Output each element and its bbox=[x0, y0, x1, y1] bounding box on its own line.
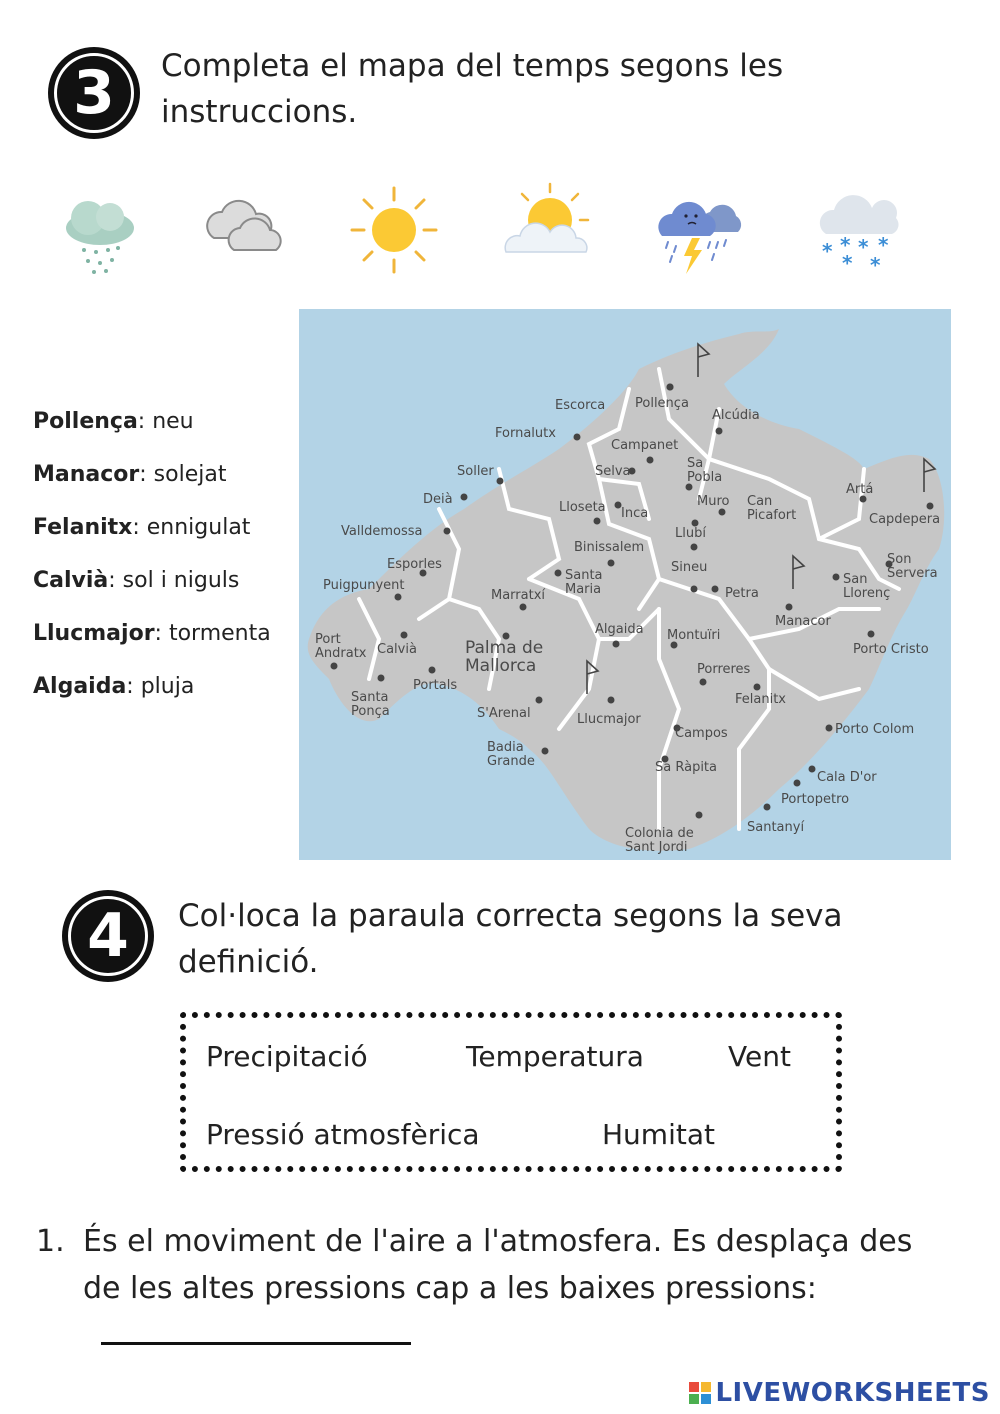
legend-weather: : tormenta bbox=[154, 621, 271, 646]
legend-item-calvia bbox=[33, 568, 239, 593]
town-label-montuiri: Montuïri bbox=[667, 628, 721, 643]
section-3-instruction: Completa el mapa del temps segons les instruccions. bbox=[161, 48, 784, 130]
legend-weather: : solejat bbox=[139, 462, 227, 487]
town-label-san-llorenc: San Llorenç bbox=[843, 572, 891, 601]
town-dot-porto-colom bbox=[826, 725, 833, 732]
town-dot-port-andratx bbox=[331, 663, 338, 670]
legend-place: Pollença bbox=[33, 409, 138, 434]
word-temperatura[interactable]: Temperatura bbox=[466, 1040, 644, 1073]
town-dot-santa-ponca bbox=[378, 675, 385, 682]
town-dot-alcudia bbox=[716, 428, 723, 435]
legend-place: Felanitx bbox=[33, 515, 133, 540]
town-label-porto-colom: Porto Colom bbox=[835, 722, 915, 737]
legend-place: Manacor bbox=[33, 462, 140, 487]
liveworksheets-brand bbox=[689, 1378, 990, 1408]
town-label-deia: Deià bbox=[423, 492, 453, 507]
town-label-sineu: Sineu bbox=[671, 560, 708, 575]
town-label-cala-dor: Cala D'or bbox=[817, 770, 877, 785]
town-label-santa-maria: Santa Maria bbox=[565, 568, 603, 597]
town-label-binissalem: Binissalem bbox=[574, 540, 645, 555]
town-label-sa-pobla: Sa Pobla bbox=[687, 456, 723, 485]
town-label-portopetro: Portopetro bbox=[781, 792, 850, 807]
town-label-felanitx: Felanitx bbox=[735, 692, 786, 707]
town-dot-porto-cristo bbox=[868, 631, 875, 638]
legend-item-felanitx bbox=[33, 515, 250, 540]
town-dot-valldemossa bbox=[444, 528, 451, 535]
town-label-soller: Soller bbox=[457, 464, 494, 479]
town-dot-sarenal bbox=[536, 697, 543, 704]
svg-text:*: * bbox=[878, 233, 889, 257]
town-dot-llubi bbox=[691, 544, 698, 551]
town-dot-santanyi bbox=[764, 804, 771, 811]
word-humitat[interactable]: Humitat bbox=[602, 1118, 715, 1151]
town-dot-binissalem bbox=[608, 560, 615, 567]
town-label-calvia: Calvià bbox=[377, 642, 417, 657]
town-label-port-andratx: Port Andratx bbox=[315, 632, 367, 661]
town-label-muro: Muro bbox=[697, 494, 730, 509]
word-bank bbox=[180, 1012, 842, 1172]
town-label-capdepera: Capdepera bbox=[869, 512, 941, 527]
town-label-alcudia: Alcúdia bbox=[712, 408, 760, 423]
town-label-fornalutx: Fornalutx bbox=[495, 426, 556, 441]
town-label-campos: Campos bbox=[675, 726, 728, 741]
legend-item-manacor bbox=[33, 462, 226, 487]
town-label-petra: Petra bbox=[725, 586, 759, 601]
town-dot-capdepera bbox=[927, 503, 934, 510]
town-dot-colonia bbox=[696, 812, 703, 819]
town-label-sa-rapita: Sa Ràpita bbox=[655, 760, 717, 775]
legend-place: Algaida bbox=[33, 674, 127, 699]
town-label-algaida: Algaida bbox=[595, 622, 644, 637]
town-dot-felanitx bbox=[754, 684, 761, 691]
town-label-llucmajor: Llucmajor bbox=[577, 712, 641, 727]
town-dot-petra bbox=[712, 586, 719, 593]
town-dot-san-llorenc bbox=[833, 574, 840, 581]
thunderstorm-icon[interactable] bbox=[652, 184, 748, 280]
legend-weather: : sol i niguls bbox=[108, 568, 240, 593]
legend-item-pollenca bbox=[33, 409, 194, 434]
town-label-esporles: Esporles bbox=[387, 557, 442, 572]
word-pressio-atmosferica[interactable]: Pressió atmosfèrica bbox=[206, 1118, 480, 1151]
town-dot-lloseta bbox=[594, 518, 601, 525]
rain-cloud-icon[interactable] bbox=[52, 188, 148, 284]
town-dot-pollenca bbox=[667, 384, 674, 391]
town-label-son-servera: Son Servera bbox=[887, 552, 938, 581]
brand-name: LIVEWORKSHEETS bbox=[715, 1378, 990, 1408]
town-dot-can-picafort bbox=[719, 509, 726, 516]
mallorca-map bbox=[299, 309, 951, 860]
town-label-santa-ponca: Santa Ponça bbox=[351, 690, 390, 719]
town-label-marratxi: Marratxí bbox=[491, 588, 546, 603]
town-label-pollenca: Pollença bbox=[635, 396, 689, 411]
town-dot-puigpunyent bbox=[395, 594, 402, 601]
town-dot-sineu bbox=[691, 586, 698, 593]
town-dot-marratxi bbox=[520, 604, 527, 611]
town-label-escorca: Escorca bbox=[555, 398, 606, 413]
town-dot-badia-grande bbox=[542, 748, 549, 755]
section-4-number-badge bbox=[62, 890, 154, 982]
town-label-selva: Selva bbox=[595, 464, 631, 479]
town-dot-soller bbox=[497, 478, 504, 485]
answer-blank[interactable] bbox=[101, 1314, 411, 1345]
town-dot-llucmajor bbox=[608, 697, 615, 704]
town-label-valldemossa: Valldemossa bbox=[341, 524, 423, 539]
liveworksheets-logo-icon bbox=[689, 1382, 711, 1404]
legend-weather: : pluja bbox=[126, 674, 195, 699]
legend-place: Calvià bbox=[33, 568, 109, 593]
sun-behind-cloud-icon[interactable] bbox=[498, 180, 594, 276]
section-3-number: 3 bbox=[54, 53, 134, 133]
question-number: 1. bbox=[36, 1224, 65, 1259]
town-dot-campanet bbox=[647, 457, 654, 464]
legend-item-algaida bbox=[33, 674, 194, 699]
word-vent[interactable]: Vent bbox=[728, 1040, 791, 1073]
town-label-can-picafort: Can Picafort bbox=[747, 494, 797, 523]
word-precipitacio[interactable]: Precipitació bbox=[206, 1040, 368, 1073]
town-dot-calvia bbox=[401, 632, 408, 639]
overcast-clouds-icon[interactable] bbox=[194, 180, 290, 276]
question-text: És el moviment de l'aire a l'atmosfera. Es desplaça des de les altes pressions cap a les baixes pressions: bbox=[83, 1224, 913, 1306]
town-label-manacor: Manacor bbox=[775, 614, 831, 629]
town-label-badia-grande: Badia Grande bbox=[487, 740, 535, 769]
legend-weather: : neu bbox=[137, 409, 194, 434]
town-label-lloseta: Lloseta bbox=[559, 500, 606, 515]
town-dot-portals bbox=[429, 667, 436, 674]
town-dot-cala-dor bbox=[809, 766, 816, 773]
town-label-palma: Palma de Mallorca bbox=[465, 638, 544, 676]
legend-place: Llucmajor bbox=[33, 621, 155, 646]
town-label-campanet: Campanet bbox=[611, 438, 679, 453]
snow-cloud-icon[interactable] bbox=[812, 184, 908, 280]
town-label-porreres: Porreres bbox=[697, 662, 751, 677]
svg-text:*: * bbox=[840, 233, 851, 257]
section-4-instruction: Col·loca la paraula correcta segons la seva definició. bbox=[178, 898, 843, 980]
town-label-puigpunyent: Puigpunyent bbox=[323, 578, 405, 593]
section-4-number: 4 bbox=[68, 896, 148, 976]
town-dot-deia bbox=[461, 494, 468, 501]
town-dot-fornalutx bbox=[574, 434, 581, 441]
town-label-colonia: Colonia de Sant Jordi bbox=[625, 826, 694, 855]
town-label-sarenal: S'Arenal bbox=[477, 706, 531, 721]
legend-weather: : ennigulat bbox=[132, 515, 251, 540]
legend-item-llucmajor bbox=[33, 621, 271, 646]
town-dot-manacor bbox=[786, 604, 793, 611]
town-dot-portopetro bbox=[794, 780, 801, 787]
town-label-llubi: Llubí bbox=[675, 526, 706, 541]
svg-text:*: * bbox=[842, 251, 853, 275]
section-3-number-badge bbox=[48, 47, 140, 139]
town-label-arta: Artá bbox=[846, 482, 874, 497]
svg-text:*: * bbox=[870, 253, 881, 277]
town-dot-algaida bbox=[613, 641, 620, 648]
town-label-inca: Inca bbox=[621, 506, 649, 521]
svg-text:*: * bbox=[858, 235, 869, 259]
svg-text:*: * bbox=[822, 239, 833, 263]
town-label-portals: Portals bbox=[413, 678, 458, 693]
town-label-santanyi: Santanyí bbox=[747, 820, 805, 835]
sun-icon[interactable] bbox=[346, 182, 442, 278]
town-label-porto-cristo: Porto Cristo bbox=[853, 642, 929, 657]
town-dot-santa-maria bbox=[555, 570, 562, 577]
town-dot-porreres bbox=[700, 679, 707, 686]
